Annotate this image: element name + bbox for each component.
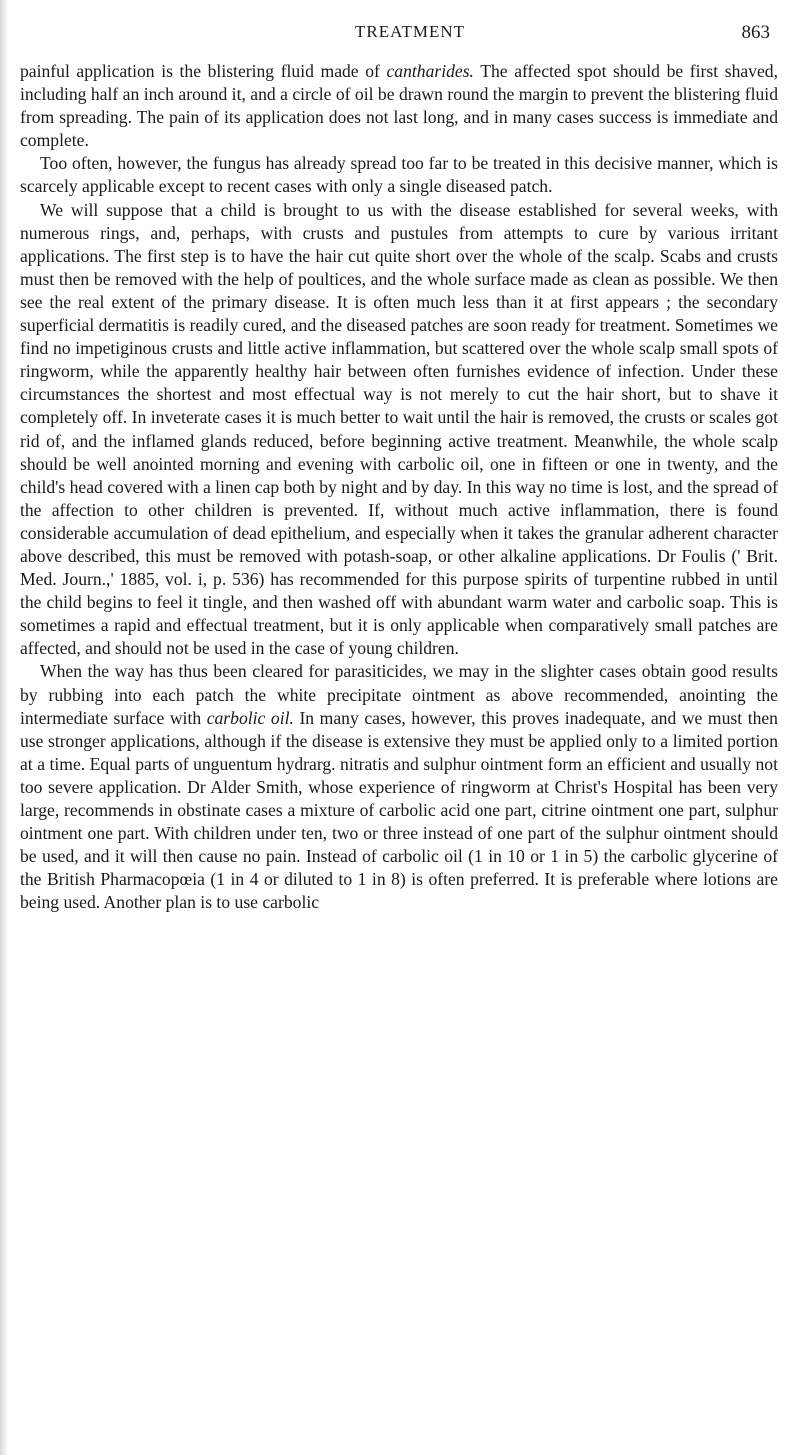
page-gutter-shadow <box>0 0 8 1455</box>
page-number: 863 <box>741 22 770 43</box>
paragraph <box>20 60 778 152</box>
text-run: We will suppose that a child is brought to us with the disease established for several weeks, with numerous rings, and, perhaps, with crusts and pustules from attempts to cure by various irritant applications. The first step is to have the hair cut quite short over the whole of the scalp. Scabs and crusts must then be removed with the help of poultices, and the whole surface made as clean as possible. We then see the real extent of the primary disease. It is often much less than it at first appears ; the secondary superficial dermatitis is readily cured, and the diseased patches are soon ready for treatment. Sometimes we find no impetiginous crusts and little active inflammation, but scattered over the whole scalp small spots of ringworm, while the apparently healthy hair between often furnishes evidence of infection. Under these circumstances the shortest and most effectual way is not merely to cut the hair short, but to shave it completely off. In inveterate cases it is much better to wait until the hair is removed, the crusts or scales got rid of, and the inflamed glands reduced, before beginning active treatment. Meanwhile, the whole scalp should be well anointed morning and evening with carbolic oil, one in fifteen or one in twenty, and the child's head covered with a linen cap both by night and by day. In this way no time is lost, and the spread of the affection to other children is prevented. If, without much active inflammation, there is found considerable accumulation of dead epithelium, and especially when it takes the granular adherent character above described, this must be removed with potash-soap, or other alkaline applications. Dr Foulis (' Brit. Med. Journ.,' 1885, vol. i, p. 536) has recommended for this purpose spirits of turpentine rubbed in until the child begins to feel it tingle, and then washed off with abundant warm water and carbolic soap. This is sometimes a rapid and effectual treatment, but it is only applicable when comparatively small patches are affected, and should not be used in the case of young children. <box>20 199 778 659</box>
running-head <box>110 22 770 48</box>
paragraph <box>20 152 778 198</box>
paragraph <box>20 199 778 661</box>
text-run: The affected spot should be first shaved, including half an inch around it, and a circle of oil be drawn round the margin to prevent the blistering fluid from spreading. The pain of its application does not last long, and in many cases success is immediate and complete. <box>20 61 778 151</box>
text-run: In many cases, however, this proves inadequate, and we must then use stronger applications, although if the disease is extensive they must be applied only to a limited portion at a time. Equal parts of unguentum hydrarg. nitratis and sulphur ointment form an efficient and usually not too severe application. Dr Alder Smith, whose experience of ringworm at Christ's Hospital has been very large, recommends in obstinate cases a mixture of carbolic acid one part, citrine ointment one part, sulphur ointment one part. With children under ten, two or three instead of one part of the sulphur ointment should be used, and it will then cause no pain. Instead of carbolic oil (1 in 10 or 1 in 5) the carbolic glycerine of the British Pharmacopœia (1 in 4 or diluted to 1 in 8) is often preferred. It is preferable where lotions are being used. Another plan is to use carbolic <box>20 707 778 913</box>
running-title: TREATMENT <box>354 22 466 41</box>
italic-term: cantharides. <box>386 61 474 81</box>
italic-term: carbolic oil. <box>206 707 294 728</box>
text-run: When the way has thus been cleared for parasiticides, we may in the slighter cases obtain good results by rubbing into each patch the white precipitate ointment as above recommended, anointing the intermediate surface with <box>20 661 778 728</box>
paragraph <box>20 660 778 914</box>
body-text <box>20 60 778 914</box>
text-run: Too often, however, the fungus has already spread too far to be treated in this decisive manner, which is scarcely applicable except to recent cases with only a single diseased patch. <box>20 153 778 197</box>
text-run: painful application is the blistering fluid made of <box>20 61 387 81</box>
